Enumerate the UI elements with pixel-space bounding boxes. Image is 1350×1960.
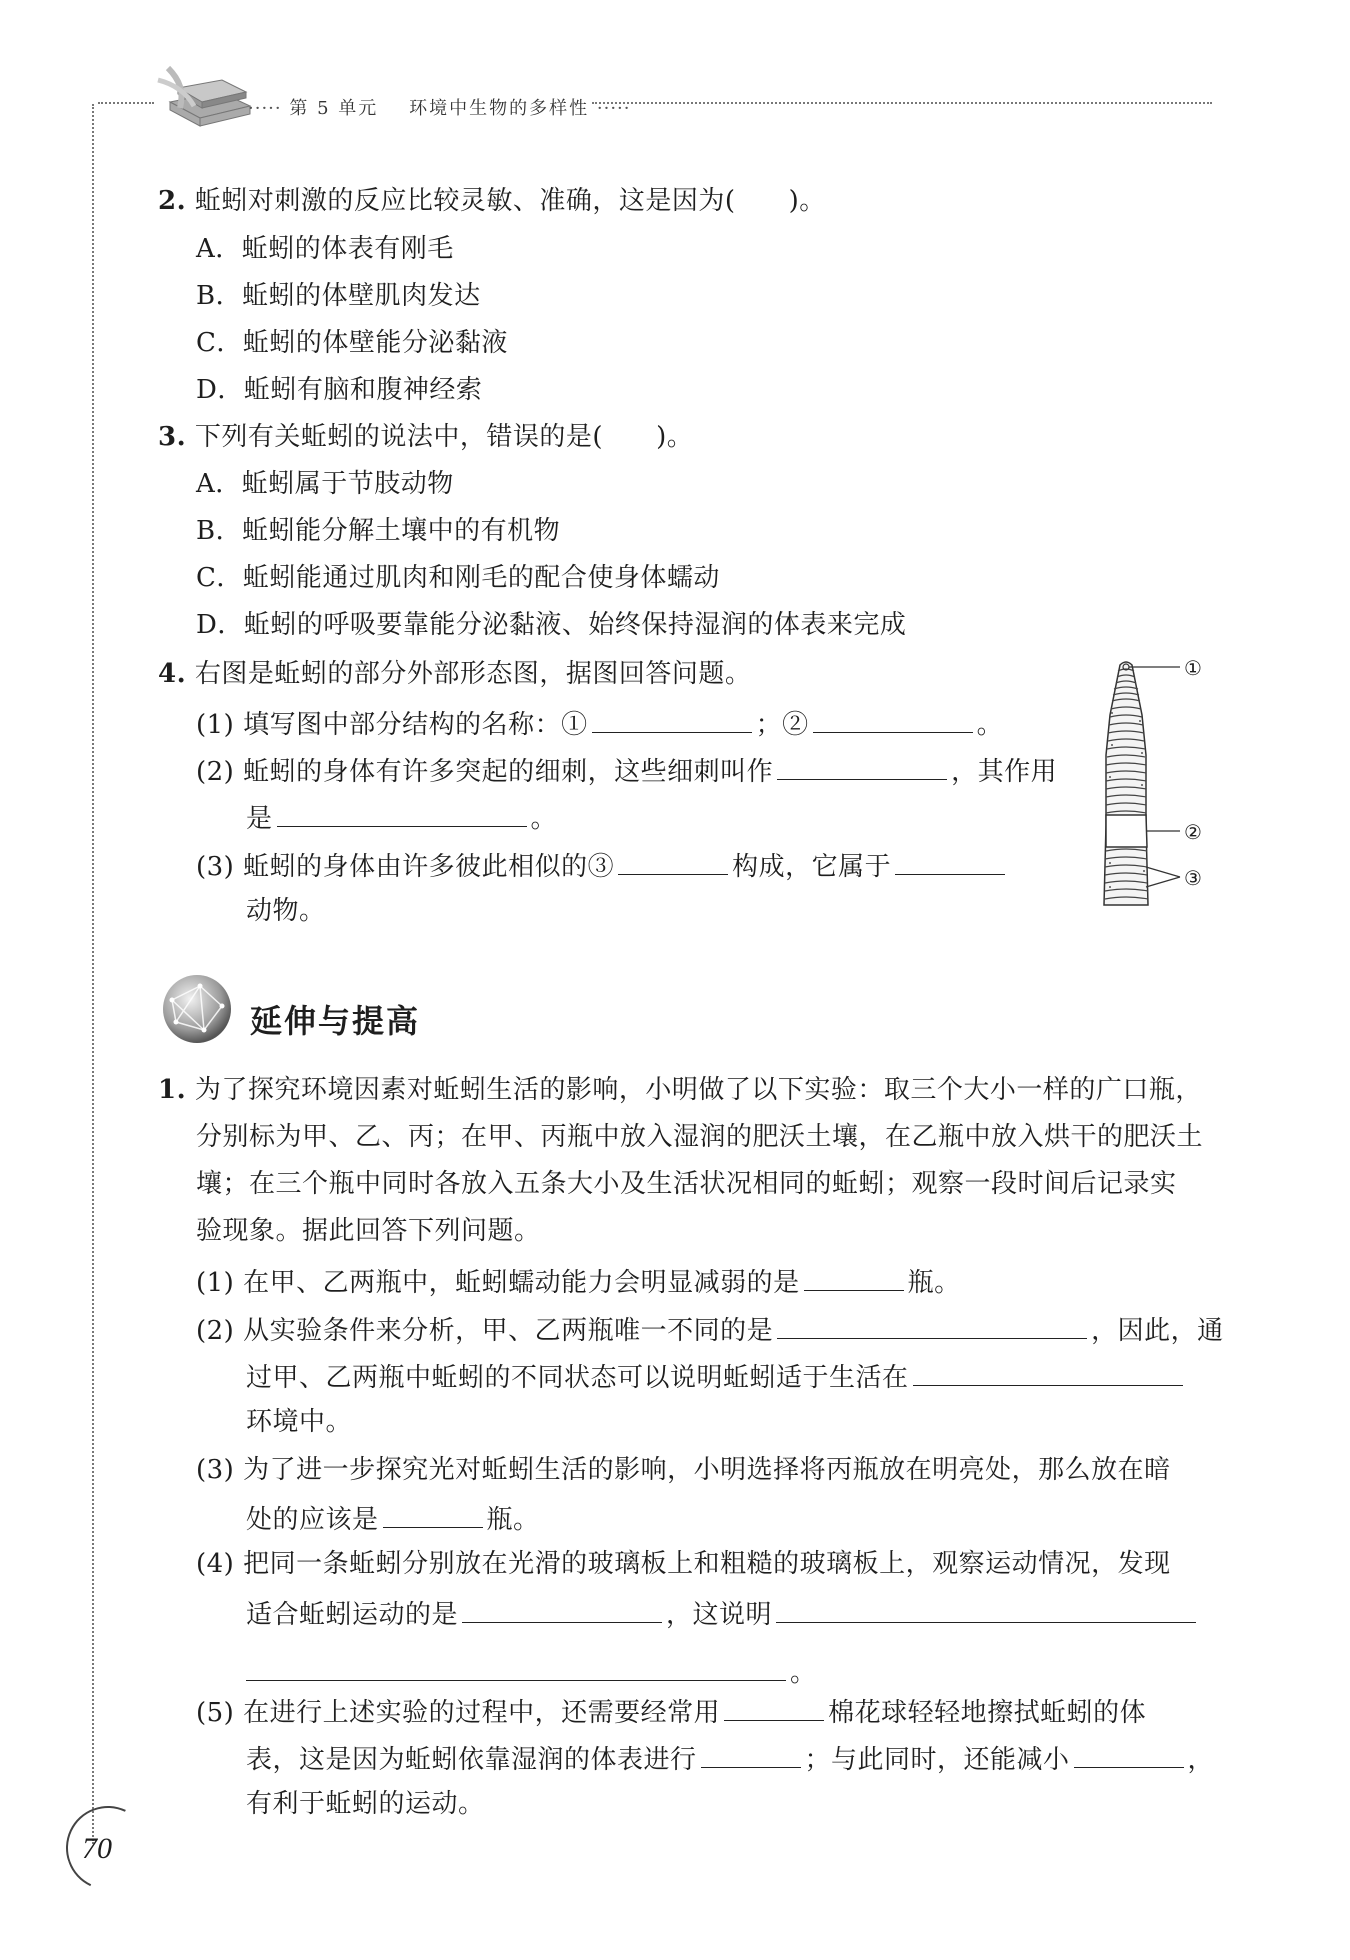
question-text: 蚯蚓对刺激的反应比较灵敏、准确，这是因为( )。 [194, 186, 826, 216]
text: 。 [790, 1658, 817, 1688]
option-b: B．蚯蚓的体壁肌肉发达 [196, 281, 481, 311]
question-text: 右图是蚯蚓的部分外部形态图，据图回答问题。 [194, 659, 752, 689]
option-a: A．蚯蚓属于节肢动物 [196, 469, 454, 499]
text: 瓶。 [486, 1505, 540, 1535]
question-4-part-2-cont [246, 800, 557, 835]
figure-label-1: ① [1184, 656, 1202, 680]
answer-blank[interactable] [462, 1596, 662, 1623]
text: 适合蚯蚓运动的是 [246, 1600, 459, 1630]
figure-label-3: ③ [1184, 866, 1202, 890]
text: (2) 从实验条件来分析，甲、乙两瓶唯一不同的是 [196, 1316, 774, 1346]
ext-part-5-end: 有利于蚯蚓的运动。 [246, 1789, 485, 1819]
question-text: 下列有关蚯蚓的说法中，错误的是( )。 [194, 422, 694, 452]
text: ， [1187, 1745, 1215, 1775]
globe-network-icon [160, 972, 234, 1046]
ext-part-3: (3) 为了进一步探究光对蚯蚓生活的影响，小明选择将丙瓶放在明亮处，那么放在暗 [196, 1455, 1171, 1485]
ext-question-1-stem-line-4: 验现象。据此回答下列问题。 [196, 1216, 541, 1246]
option-b: B．蚯蚓能分解土壤中的有机物 [196, 516, 561, 546]
answer-blank[interactable] [592, 706, 752, 733]
text: (2) 蚯蚓的身体有许多突起的细刺，这些细刺叫作 [196, 757, 774, 787]
answer-blank[interactable] [777, 1312, 1087, 1339]
answer-blank[interactable] [701, 1741, 801, 1768]
ext-part-4-cont [246, 1596, 1200, 1631]
text: ；② [755, 710, 809, 740]
text: 。 [976, 710, 1004, 740]
page-number: 70 [82, 1832, 112, 1865]
ext-part-5-cont [246, 1741, 1214, 1776]
section-title: 延伸与提高 [250, 1002, 421, 1040]
text: (3) 蚯蚓的身体由许多彼此相似的③ [196, 852, 615, 882]
ext-part-4-end [246, 1654, 817, 1689]
text: (1) 在甲、乙两瓶中，蚯蚓蠕动能力会明显减弱的是 [196, 1268, 800, 1298]
answer-blank[interactable] [1074, 1741, 1184, 1768]
answer-blank[interactable] [277, 800, 527, 827]
option-c: C．蚯蚓能通过肌肉和刚毛的配合使身体蠕动 [196, 563, 720, 593]
running-header [248, 94, 630, 120]
text: ，这说明 [666, 1600, 773, 1630]
question-number: 3. [158, 422, 187, 452]
header-dots-left: ····· [248, 98, 282, 119]
question-4-part-3 [196, 848, 1009, 883]
stacked-books-icon [150, 62, 260, 142]
option-c: C．蚯蚓的体壁能分泌黏液 [196, 328, 508, 358]
ext-part-2-cont [246, 1359, 1187, 1394]
text: 构成，它属于 [732, 852, 892, 882]
question-4-stem [158, 658, 751, 690]
margin-dotted-line [92, 104, 94, 1844]
answer-blank[interactable] [913, 1359, 1183, 1386]
text: 处的应该是 [246, 1505, 379, 1535]
text: (1) 填写图中部分结构的名称：① [196, 710, 588, 740]
option-d: D．蚯蚓的呼吸要靠能分泌黏液、始终保持湿润的体表来完成 [196, 610, 907, 640]
option-d: D．蚯蚓有脑和腹神经索 [196, 375, 483, 405]
ext-part-1 [196, 1264, 961, 1299]
header-dotted-line-left [98, 102, 154, 104]
question-number: 4. [158, 659, 187, 689]
question-4-part-2 [196, 753, 1057, 788]
text: 瓶。 [907, 1268, 961, 1298]
figure-label-2: ② [1184, 820, 1202, 844]
text: 。 [530, 804, 558, 834]
answer-blank[interactable] [895, 848, 1005, 875]
answer-blank[interactable] [813, 706, 973, 733]
ext-question-1-stem-line-1 [158, 1074, 1202, 1106]
answer-blank[interactable] [383, 1501, 483, 1528]
answer-blank[interactable] [776, 1596, 1196, 1623]
text: 过甲、乙两瓶中蚯蚓的不同状态可以说明蚯蚓适于生活在 [246, 1363, 909, 1393]
question-3-stem [158, 421, 693, 453]
answer-blank[interactable] [804, 1264, 904, 1291]
answer-blank[interactable] [724, 1694, 824, 1721]
ext-part-2-end: 环境中。 [246, 1407, 353, 1437]
answer-blank[interactable] [618, 848, 728, 875]
question-text: 为了探究环境因素对蚯蚓生活的影响，小明做了以下实验：取三个大小一样的广口瓶， [194, 1075, 1202, 1105]
text: ，因此，通 [1091, 1316, 1224, 1346]
question-4-part-1 [196, 706, 1003, 741]
header-title: 环境中生物的多样性 [409, 98, 590, 119]
ext-question-1-stem-line-2: 分别标为甲、乙、丙；在甲、丙瓶中放入湿润的肥沃土壤，在乙瓶中放入烘干的肥沃土 [196, 1122, 1204, 1152]
ext-part-5 [196, 1694, 1146, 1729]
text: 表，这是因为蚯蚓依靠湿润的体表进行 [246, 1745, 697, 1775]
ext-part-4: (4) 把同一条蚯蚓分别放在光滑的玻璃板上和粗糙的玻璃板上，观察运动情况，发现 [196, 1549, 1171, 1579]
answer-blank[interactable] [246, 1654, 786, 1681]
text: 是 [246, 804, 273, 834]
question-4-part-3-cont: 动物。 [246, 896, 326, 926]
header-unit: 第 5 单元 [289, 98, 379, 119]
question-2-stem [158, 185, 826, 217]
text: ；与此同时，还能减小 [804, 1745, 1070, 1775]
text: (5) 在进行上述实验的过程中，还需要经常用 [196, 1698, 721, 1728]
question-number: 1. [158, 1075, 187, 1105]
header-dotted-line-right [592, 102, 1212, 104]
text: ，其作用 [951, 757, 1058, 787]
answer-blank[interactable] [777, 753, 947, 780]
option-a: A．蚯蚓的体表有刚毛 [196, 234, 454, 264]
earthworm-illustration [1090, 655, 1230, 915]
ext-part-3-cont [246, 1501, 540, 1536]
question-number: 2. [158, 186, 187, 216]
text: 棉花球轻轻地擦拭蚯蚓的体 [828, 1698, 1147, 1728]
header-dots-right: ····· [596, 98, 631, 119]
ext-question-1-stem-line-3: 壤；在三个瓶中同时各放入五条大小及生活状况相同的蚯蚓；观察一段时间后记录实 [196, 1169, 1177, 1199]
ext-part-2 [196, 1312, 1224, 1347]
